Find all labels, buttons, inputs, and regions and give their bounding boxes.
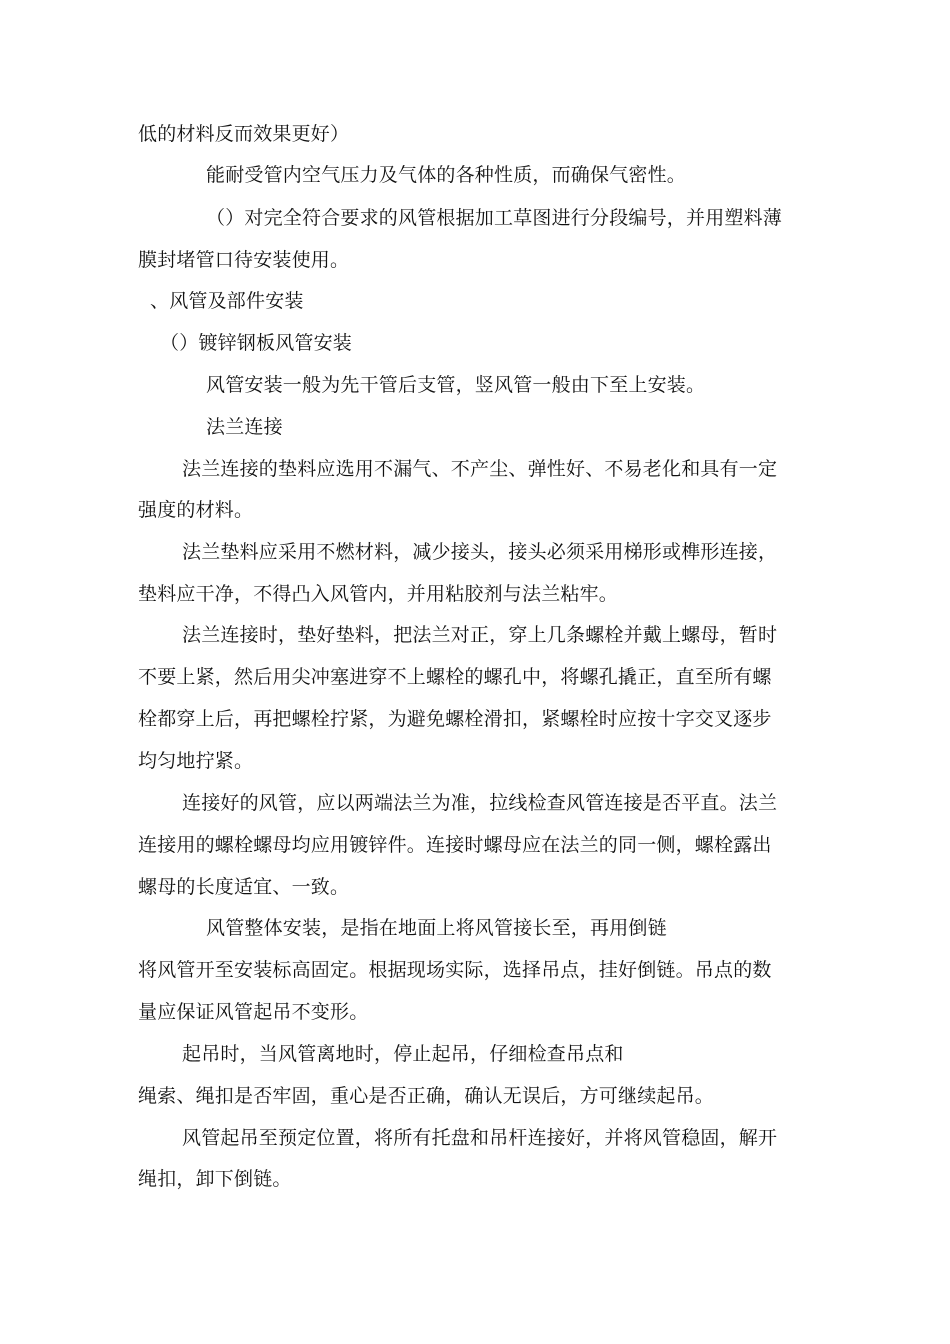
text-line: 栓都穿上后，再把螺栓拧紧，为避免螺栓滑扣，紧螺栓时应按十字交叉逐步 — [138, 708, 772, 730]
text-line: 强度的材料。 — [138, 499, 254, 521]
text-line: 垫料应干净，不得凸入风管内，并用粘胶剂与法兰粘牢。 — [138, 583, 619, 605]
text-line: 绳扣，卸下倒链。 — [138, 1168, 292, 1190]
text-line: 法兰连接的垫料应选用不漏气、不产尘、弹性好、不易老化和具有一定 — [182, 458, 778, 480]
text-line: 量应保证风管起吊不变形。 — [138, 1001, 369, 1023]
subsection-heading: （）镀锌钢板风管安装 — [160, 332, 353, 354]
text-line: 绳索、绳扣是否牢固，重心是否正确，确认无误后，方可继续起吊。 — [138, 1085, 715, 1107]
text-line: 风管起吊至预定位置，将所有托盘和吊杆连接好，并将风管稳固，解开 — [182, 1127, 778, 1149]
text-line: 能耐受管内空气压力及气体的各种性质，而确保气密性。 — [206, 164, 687, 186]
text-line: 法兰连接时，垫好垫料，把法兰对正，穿上几条螺栓并戴上螺母，暂时 — [182, 624, 778, 646]
subheading: 法兰连接 — [206, 416, 283, 438]
text-line: 不要上紧，然后用尖冲塞进穿不上螺栓的螺孔中，将螺孔撬正，直至所有螺 — [138, 666, 772, 688]
text-line: 均匀地拧紧。 — [138, 750, 254, 772]
text-line: 连接用的螺栓螺母均应用镀锌件。连接时螺母应在法兰的同一侧，螺栓露出 — [138, 834, 772, 856]
text-line: 风管整体安装，是指在地面上将风管接长至，再用倒链 — [206, 917, 667, 939]
text-line: 低的材料反而效果更好） — [138, 123, 350, 145]
text-line: 将风管开至安装标高固定。根据现场实际，选择吊点，挂好倒链。吊点的数 — [138, 959, 772, 981]
text-line: （）对完全符合要求的风管根据加工草图进行分段编号，并用塑料薄 — [206, 207, 783, 229]
text-line: 膜封堵管口待安装使用。 — [138, 249, 350, 271]
text-line: 螺母的长度适宜、一致。 — [138, 876, 350, 898]
text-line: 法兰垫料应采用不燃材料，减少接头，接头必须采用梯形或榫形连接， — [182, 541, 778, 563]
text-line: 连接好的风管，应以两端法兰为准，拉线检查风管连接是否平直。法兰 — [182, 792, 778, 814]
text-line: 起吊时，当风管离地时，停止起吊，仔细检查吊点和 — [182, 1043, 624, 1065]
section-heading: 、风管及部件安装 — [150, 290, 304, 312]
text-line: 风管安装一般为先干管后支管，竖风管一般由下至上安装。 — [206, 374, 706, 396]
